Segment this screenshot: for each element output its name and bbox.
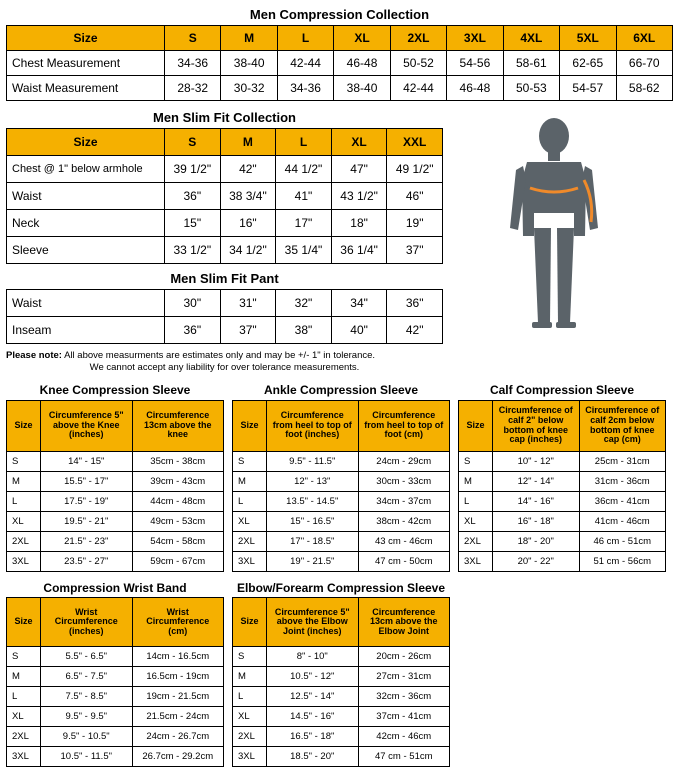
- cell: 17": [276, 210, 332, 237]
- row-label: 2XL: [7, 727, 41, 747]
- cell: 15" - 16.5": [267, 511, 359, 531]
- table-row: [233, 531, 450, 551]
- men-compression-section: [6, 4, 673, 101]
- knee-section: [6, 382, 224, 572]
- cell: 42-44: [277, 51, 333, 76]
- cell: 37cm - 41cm: [358, 707, 450, 727]
- cell: 8" - 10": [267, 647, 359, 667]
- wrist-section: [6, 580, 224, 767]
- column-header: M: [220, 129, 276, 156]
- sleeve-tables-row: [6, 382, 673, 572]
- cell: 32": [276, 290, 332, 317]
- column-header: XL: [334, 26, 390, 51]
- column-header: Wrist Circumference (inches): [41, 598, 133, 647]
- wrist-title: Compression Wrist Band: [43, 580, 187, 595]
- cell: 46-48: [447, 76, 503, 101]
- cell: 17.5" - 19": [41, 491, 133, 511]
- row-label: XL: [7, 707, 41, 727]
- table-row: [7, 317, 443, 344]
- table-row: [7, 727, 224, 747]
- cell: 49cm - 53cm: [132, 511, 224, 531]
- column-header: S: [165, 129, 221, 156]
- column-header: Circumference from heel to top of foot (cm): [358, 400, 450, 451]
- table-row: [233, 511, 450, 531]
- cell: 34": [331, 290, 387, 317]
- table-header-row: [7, 598, 224, 647]
- column-header: 3XL: [447, 26, 503, 51]
- cell: 58-62: [616, 76, 673, 101]
- column-header: Wrist Circumference (cm): [132, 598, 224, 647]
- cell: 41": [276, 183, 332, 210]
- calf-section: [458, 382, 666, 572]
- table-row: [7, 290, 443, 317]
- slim-pant-title: Men Slim Fit Pant: [170, 271, 279, 286]
- table-row: [7, 551, 224, 571]
- cell: 12.5" - 14": [267, 687, 359, 707]
- cell: 19.5" - 21": [41, 511, 133, 531]
- column-header: Circumference 5" above the Knee (inches): [41, 400, 133, 451]
- cell: 66-70: [616, 51, 673, 76]
- cell: 42": [387, 317, 443, 344]
- cell: 54cm - 58cm: [132, 531, 224, 551]
- cell: 21.5" - 23": [41, 531, 133, 551]
- row-label: S: [7, 451, 41, 471]
- cell: 34 1/2": [220, 237, 276, 264]
- cell: 38-40: [334, 76, 390, 101]
- cell: 62-65: [560, 51, 616, 76]
- row-label: M: [7, 667, 41, 687]
- table-row: [7, 531, 224, 551]
- row-label: L: [459, 491, 493, 511]
- row-label: 3XL: [459, 551, 493, 571]
- column-header: 6XL: [616, 26, 673, 51]
- cell: 6.5" - 7.5": [41, 667, 133, 687]
- elbow-section: [232, 580, 450, 767]
- cell: 38cm - 42cm: [358, 511, 450, 531]
- table-row: [233, 727, 450, 747]
- cell: 30cm - 33cm: [358, 471, 450, 491]
- cell: 14.5" - 16": [267, 707, 359, 727]
- cell: 50-52: [390, 51, 446, 76]
- table-row: [233, 451, 450, 471]
- slim-pant-section: [6, 268, 443, 344]
- table-row: [459, 551, 666, 571]
- table-row: [7, 471, 224, 491]
- cell: 10.5" - 11.5": [41, 747, 133, 767]
- table-row: [7, 511, 224, 531]
- cell: 35cm - 38cm: [132, 451, 224, 471]
- cell: 16" - 18": [493, 511, 580, 531]
- row-label: Chest Measurement: [7, 51, 165, 76]
- cell: 9.5" - 11.5": [267, 451, 359, 471]
- cell: 39 1/2": [165, 156, 221, 183]
- cell: 36": [165, 183, 221, 210]
- cell: 9.5" - 10.5": [41, 727, 133, 747]
- row-label: M: [7, 471, 41, 491]
- row-label: Waist: [7, 290, 165, 317]
- table-row: [233, 647, 450, 667]
- table-header-row: [7, 400, 224, 451]
- cell: 18" - 20": [493, 531, 580, 551]
- cell: 46": [387, 183, 443, 210]
- elbow-table: [232, 597, 450, 767]
- cell: 18": [331, 210, 387, 237]
- cell: 14cm - 16.5cm: [132, 647, 224, 667]
- cell: 24cm - 29cm: [358, 451, 450, 471]
- cell: 38 3/4": [220, 183, 276, 210]
- cell: 50-53: [503, 76, 559, 101]
- column-header: XXL: [387, 129, 443, 156]
- men-compression-table: [6, 25, 673, 101]
- row-label: Waist: [7, 183, 165, 210]
- row-label: XL: [459, 511, 493, 531]
- table-header-row: [459, 400, 666, 451]
- row-label: 3XL: [233, 551, 267, 571]
- table-row: [7, 647, 224, 667]
- row-label: S: [233, 451, 267, 471]
- cell: 36": [165, 317, 221, 344]
- cell: 47 cm - 50cm: [358, 551, 450, 571]
- cell: 46 cm - 51cm: [579, 531, 666, 551]
- cell: 34-36: [165, 51, 221, 76]
- cell: 34-36: [277, 76, 333, 101]
- table-row: [459, 451, 666, 471]
- table-row: [459, 491, 666, 511]
- column-header: Circumference from heel to top of foot (inches): [267, 400, 359, 451]
- cell: 47": [331, 156, 387, 183]
- cell: 26.7cm - 29.2cm: [132, 747, 224, 767]
- cell: 37": [220, 317, 276, 344]
- calf-table: [458, 400, 666, 572]
- knee-title: Knee Compression Sleeve: [39, 382, 191, 397]
- row-label: 3XL: [7, 551, 41, 571]
- cell: 42cm - 46cm: [358, 727, 450, 747]
- cell: 46-48: [334, 51, 390, 76]
- cell: 20cm - 26cm: [358, 647, 450, 667]
- row-label: Inseam: [7, 317, 165, 344]
- cell: 42": [220, 156, 276, 183]
- cell: 16.5cm - 19cm: [132, 667, 224, 687]
- note-label: Please note:: [6, 350, 62, 361]
- cell: 31": [220, 290, 276, 317]
- cell: 15.5" - 17": [41, 471, 133, 491]
- table-row: [7, 707, 224, 727]
- cell: 54-57: [560, 76, 616, 101]
- column-header: Circumference 13cm above the knee: [132, 400, 224, 451]
- cell: 43 cm - 46cm: [358, 531, 450, 551]
- table-header-row: [7, 26, 673, 51]
- cell: 51 cm - 56cm: [579, 551, 666, 571]
- ankle-table: [232, 400, 450, 572]
- cell: 10" - 12": [493, 451, 580, 471]
- table-row: [7, 687, 224, 707]
- cell: 17" - 18.5": [267, 531, 359, 551]
- cell: 14" - 16": [493, 491, 580, 511]
- cell: 31cm - 36cm: [579, 471, 666, 491]
- elbow-title: Elbow/Forearm Compression Sleeve: [236, 580, 446, 595]
- cell: 47 cm - 51cm: [358, 747, 450, 767]
- column-header: Size: [233, 598, 267, 647]
- table-header-row: [233, 598, 450, 647]
- column-header: Size: [7, 598, 41, 647]
- table-row: [459, 471, 666, 491]
- body-figure-icon: [444, 118, 664, 333]
- cell: 36 1/4": [331, 237, 387, 264]
- table-row: [233, 747, 450, 767]
- cell: 37": [387, 237, 443, 264]
- cell: 16.5" - 18": [267, 727, 359, 747]
- row-label: Sleeve: [7, 237, 165, 264]
- cell: 59cm - 67cm: [132, 551, 224, 571]
- cell: 25cm - 31cm: [579, 451, 666, 471]
- table-row: [233, 471, 450, 491]
- cell: 19": [387, 210, 443, 237]
- table-row: [459, 511, 666, 531]
- cell: 58-61: [503, 51, 559, 76]
- column-header: XL: [331, 129, 387, 156]
- cell: 21.5cm - 24cm: [132, 707, 224, 727]
- table-row: [233, 687, 450, 707]
- cell: 15": [165, 210, 221, 237]
- column-header: Circumference of calf 2" below bottom of knee cap (inches): [493, 400, 580, 451]
- cell: 12" - 13": [267, 471, 359, 491]
- cell: 39cm - 43cm: [132, 471, 224, 491]
- cell: 32cm - 36cm: [358, 687, 450, 707]
- table-row: [7, 51, 673, 76]
- cell: 38-40: [221, 51, 277, 76]
- table-row: [7, 451, 224, 471]
- table-row: [7, 237, 443, 264]
- row-label: S: [233, 647, 267, 667]
- cell: 54-56: [447, 51, 503, 76]
- note-text-line1: All above measurments are estimates only and may be +/- 1" in tolerance.: [61, 350, 376, 361]
- column-header: L: [276, 129, 332, 156]
- row-label: Chest @ 1" below armhole: [7, 156, 165, 183]
- cell: 14" - 15": [41, 451, 133, 471]
- slim-pant-table: [6, 289, 443, 344]
- cell: 9.5" - 9.5": [41, 707, 133, 727]
- cell: 28-32: [165, 76, 221, 101]
- slim-fit-section: [6, 107, 443, 264]
- row-label: 2XL: [233, 727, 267, 747]
- cell: 30": [165, 290, 221, 317]
- table-row: [7, 183, 443, 210]
- cell: 42-44: [390, 76, 446, 101]
- cell: 36cm - 41cm: [579, 491, 666, 511]
- cell: 20" - 22": [493, 551, 580, 571]
- row-label: L: [7, 491, 41, 511]
- table-row: [233, 551, 450, 571]
- row-label: M: [233, 667, 267, 687]
- table-row: [7, 156, 443, 183]
- row-label: Waist Measurement: [7, 76, 165, 101]
- column-header: Circumference 5" above the Elbow Joint (inches): [267, 598, 359, 647]
- tolerance-note: [6, 350, 443, 374]
- calf-title: Calf Compression Sleeve: [489, 382, 635, 397]
- slim-fit-title: Men Slim Fit Collection: [152, 110, 296, 125]
- cell: 12" - 14": [493, 471, 580, 491]
- slim-fit-table: [6, 128, 443, 264]
- table-row: [7, 210, 443, 237]
- mannequin-figure: [444, 118, 664, 333]
- column-header: Size: [7, 400, 41, 451]
- row-label: 2XL: [459, 531, 493, 551]
- row-label: 2XL: [233, 531, 267, 551]
- cell: 7.5" - 8.5": [41, 687, 133, 707]
- row-label: S: [7, 647, 41, 667]
- men-compression-title: Men Compression Collection: [249, 7, 430, 22]
- cell: 49 1/2": [387, 156, 443, 183]
- table-row: [7, 747, 224, 767]
- column-header: Size: [7, 129, 165, 156]
- column-header: Size: [233, 400, 267, 451]
- knee-table: [6, 400, 224, 572]
- note-text-line2: We cannot accept any liability for over tolerance measurements.: [89, 361, 360, 373]
- column-header: 5XL: [560, 26, 616, 51]
- table-row: [233, 667, 450, 687]
- row-label: Neck: [7, 210, 165, 237]
- table-header-row: [7, 129, 443, 156]
- cell: 24cm - 26.7cm: [132, 727, 224, 747]
- cell: 19" - 21.5": [267, 551, 359, 571]
- row-label: XL: [233, 511, 267, 531]
- row-label: L: [233, 687, 267, 707]
- cell: 41cm - 46cm: [579, 511, 666, 531]
- row-label: XL: [233, 707, 267, 727]
- cell: 40": [331, 317, 387, 344]
- row-label: 3XL: [233, 747, 267, 767]
- ankle-title: Ankle Compression Sleeve: [263, 382, 419, 397]
- column-header: Circumference 13cm above the Elbow Joint: [358, 598, 450, 647]
- column-header: M: [221, 26, 277, 51]
- cell: 19cm - 21.5cm: [132, 687, 224, 707]
- table-row: [7, 76, 673, 101]
- cell: 44cm - 48cm: [132, 491, 224, 511]
- row-label: 2XL: [7, 531, 41, 551]
- column-header: Size: [7, 26, 165, 51]
- cell: 34cm - 37cm: [358, 491, 450, 511]
- band-tables-row: [6, 580, 673, 767]
- table-header-row: [233, 400, 450, 451]
- ankle-section: [232, 382, 450, 572]
- table-row: [459, 531, 666, 551]
- row-label: M: [459, 471, 493, 491]
- column-header: 4XL: [503, 26, 559, 51]
- table-row: [7, 491, 224, 511]
- table-row: [233, 491, 450, 511]
- cell: 27cm - 31cm: [358, 667, 450, 687]
- cell: 10.5" - 12": [267, 667, 359, 687]
- row-label: 3XL: [7, 747, 41, 767]
- column-header: 2XL: [390, 26, 446, 51]
- cell: 43 1/2": [331, 183, 387, 210]
- table-row: [233, 707, 450, 727]
- column-header: S: [165, 26, 221, 51]
- column-header: Size: [459, 400, 493, 451]
- row-label: S: [459, 451, 493, 471]
- cell: 33 1/2": [165, 237, 221, 264]
- row-label: M: [233, 471, 267, 491]
- table-row: [7, 667, 224, 687]
- cell: 18.5" - 20": [267, 747, 359, 767]
- cell: 44 1/2": [276, 156, 332, 183]
- cell: 38": [276, 317, 332, 344]
- column-header: L: [277, 26, 333, 51]
- cell: 23.5" - 27": [41, 551, 133, 571]
- row-label: L: [233, 491, 267, 511]
- cell: 35 1/4": [276, 237, 332, 264]
- wrist-table: [6, 597, 224, 767]
- cell: 13.5" - 14.5": [267, 491, 359, 511]
- cell: 30-32: [221, 76, 277, 101]
- column-header: Circumference of calf 2cm below bottom of knee cap (cm): [579, 400, 666, 451]
- cell: 16": [220, 210, 276, 237]
- cell: 5.5" - 6.5": [41, 647, 133, 667]
- row-label: L: [7, 687, 41, 707]
- row-label: XL: [7, 511, 41, 531]
- cell: 36": [387, 290, 443, 317]
